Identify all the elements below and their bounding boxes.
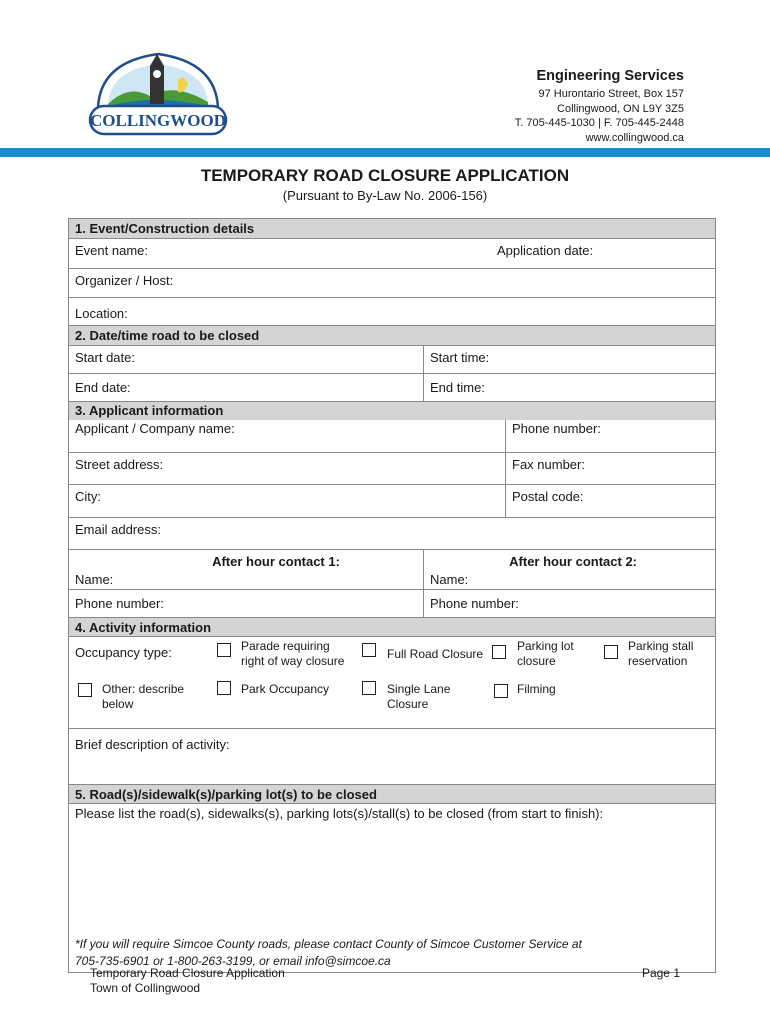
website[interactable]: www.collingwood.ca [585,131,684,144]
contact-2-title: After hour contact 2: [509,554,637,569]
logo-text: COLLINGWOOD [89,111,227,130]
contact-2-phone-field[interactable]: Phone number: [423,590,715,617]
after-hour-contact-1 [69,550,423,589]
occupancy-options [69,637,715,729]
page-subtitle: (Pursuant to By-Law No. 2006-156) [282,188,488,203]
location-field[interactable]: Location: [75,306,128,321]
filming-checkbox[interactable] [494,684,508,698]
page-title: TEMPORARY ROAD CLOSURE APPLICATION [200,166,570,185]
row-description [69,729,715,785]
park-occupancy-checkbox[interactable] [217,681,231,695]
parade-label: Parade requiring right of way closure [241,639,345,668]
phone-number-field[interactable]: Phone number: [505,420,715,452]
city-field[interactable]: City: [75,489,101,504]
occupancy-type-label: Occupancy type: [75,645,172,660]
row-email [69,518,715,550]
address-line-2: Collingwood, ON L9Y 3Z5 [557,102,684,115]
other-checkbox[interactable] [78,683,92,697]
parking-lot-label: Parking lot closure [517,639,574,668]
end-date-field[interactable]: End date: [75,380,131,395]
row-street [69,453,715,485]
start-date-field[interactable]: Start date: [75,350,135,365]
contact-1-phone-field[interactable]: Phone number: [75,596,164,611]
street-address-field[interactable]: Street address: [75,457,164,472]
parking-lot-checkbox[interactable] [492,645,506,659]
row-organizer [69,269,715,298]
application-form [68,218,716,973]
contact-1-title: After hour contact 1: [212,554,340,569]
row-location [69,298,715,326]
other-label: Other: describe below [102,682,185,711]
row-contact-names [69,550,715,590]
after-hour-contact-2 [423,550,715,589]
organizer-field[interactable]: Organizer / Host: [75,273,174,288]
park-occupancy-label: Park Occupancy [241,682,330,696]
parking-stall-checkbox[interactable] [604,645,618,659]
event-name-field[interactable]: Event name: [75,243,148,258]
contact-1-name-field[interactable]: Name: [75,572,114,587]
row-contact-phones [69,590,715,618]
full-road-closure-checkbox[interactable] [362,643,376,657]
row-end [69,374,715,402]
end-time-field[interactable]: End time: [423,374,715,401]
section-5-header: 5. Road(s)/sidewalk(s)/parking lot(s) to be closed [69,785,715,804]
department-name: Engineering Services [536,68,684,84]
row-roads-list [69,804,715,972]
start-time-field[interactable]: Start time: [423,346,715,373]
section-4-header: 4. Activity information [69,618,715,637]
parking-stall-label: Parking stall reservation [628,639,694,668]
applicant-name-field[interactable]: Applicant / Company name: [75,421,235,436]
email-address-field[interactable]: Email address: [75,522,161,537]
footer-left [90,966,285,996]
roads-list-field[interactable]: Please list the road(s), sidewalks(s), parking lots(s)/stall(s) to be closed (from start to finish): [75,806,604,821]
application-date-field[interactable]: Application date: [497,243,594,258]
row-start [69,346,715,374]
collingwood-logo [84,44,232,144]
phone-fax: T. 705-445-1030 | F. 705-445-2448 [514,117,684,129]
parade-checkbox[interactable] [217,643,231,657]
section-1-header: 1. Event/Construction details [69,219,715,239]
single-lane-label: Single Lane Closure [387,682,451,711]
postal-code-field[interactable]: Postal code: [505,485,715,517]
page-number: Page 1 [641,966,680,980]
footer-town: Town of Collingwood [90,981,201,995]
row-city [69,485,715,518]
address-line-1: 97 Hurontario Street, Box 157 [538,88,684,100]
row-applicant [69,420,715,453]
fax-number-field[interactable]: Fax number: [505,453,715,484]
footer-doc-name: Temporary Road Closure Application [90,966,285,980]
filming-label: Filming [517,682,556,696]
full-road-closure-label: Full Road Closure [387,647,484,661]
contact-block [515,67,684,145]
single-lane-checkbox[interactable] [362,681,376,695]
simcoe-note: *If you will require Simcoe County roads, please contact County of Simcoe Customer Service at 705-735-6901 or 1-800-263-3199, or email info@simcoe.ca [75,937,582,968]
section-2-header: 2. Date/time road to be closed [69,326,715,346]
activity-description-field[interactable]: Brief description of activity: [75,737,230,752]
row-event [69,239,715,269]
contact-2-name-field[interactable]: Name: [430,572,469,587]
section-3-header: 3. Applicant information [69,402,715,420]
accent-bar [0,148,770,157]
